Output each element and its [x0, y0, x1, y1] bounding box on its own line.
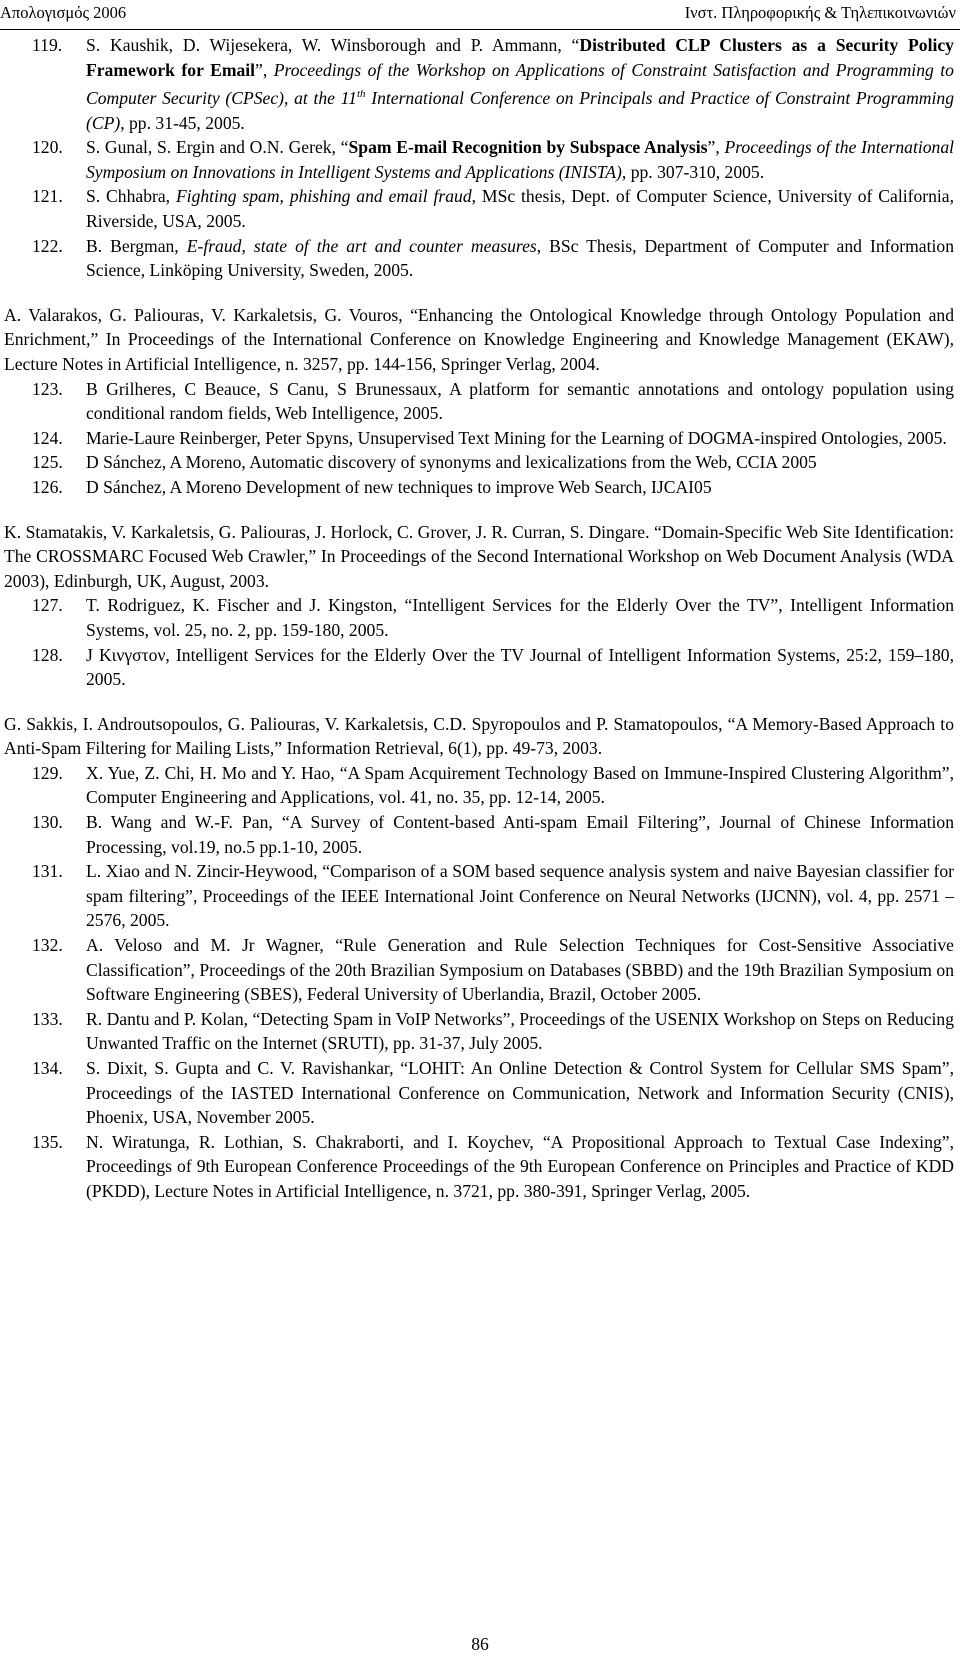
reference-text: N. Wiratunga, R. Lothian, S. Chakraborti, and I. Koychev, “A Propositional Approach to Textual Case Indexing”, Proceedings of 9th European Conference Proceedings of the 9th European Conference on Principles and Practice of KDD (PKDD), Lecture Notes in Artificial Intelligence, n. 3721, pp. 380-391, Springer Verlag, 2005. — [86, 1131, 954, 1201]
reference-number: 133. — [32, 1008, 63, 1029]
ref-rest: , BSc Thesis, Department of Computer and Information Science, Linköping University, Sweden, 2005. — [86, 235, 954, 281]
ref-authors: S. Gunal, S. Ergin and O.N. Gerek, “ — [86, 137, 349, 158]
reference-text — [86, 135, 954, 184]
ref-venue: Proceedings of the International Symposium on Innovations in Intelligent Systems and Applications (INISTA) — [86, 137, 954, 182]
reference-item — [4, 933, 954, 1007]
reference-text — [86, 234, 954, 283]
reference-number: 124. — [32, 427, 63, 448]
ref-pages: , pp. 307-310, 2005. — [621, 161, 765, 182]
reference-text: R. Dantu and P. Kolan, “Detecting Spam in VoIP Networks”, Proceedings of the USENIX Workshop on Steps on Reducing Unwanted Traffic on the Internet (SRUTI), pp. 31-37, July 2005. — [86, 1008, 954, 1054]
page-number: 86 — [471, 1634, 489, 1654]
ref-authors: S. Kaushik, D. Wijesekera, W. Winsborough and P. Ammann, “ — [86, 35, 580, 55]
reference-number: 129. — [32, 762, 63, 783]
reference-number: 126. — [32, 476, 63, 497]
reference-item — [4, 475, 954, 500]
reference-text — [86, 184, 954, 233]
reference-item — [4, 1130, 954, 1204]
reference-number: 122. — [32, 235, 63, 256]
reference-number: 130. — [32, 812, 63, 833]
reference-number: 123. — [32, 378, 63, 399]
references-body — [4, 33, 954, 1204]
reference-text: B. Wang and W.-F. Pan, “A Survey of Content-based Anti-spam Email Filtering”, Journal of Chinese Information Processing, vol.19, no.5 pp.1-10, 2005. — [86, 812, 954, 857]
reference-item — [4, 593, 954, 642]
ref-title: Spam E-mail Recognition by Subspace Analysis — [348, 137, 708, 158]
reference-number: 121. — [32, 186, 63, 207]
reference-number: 128. — [32, 644, 63, 665]
reference-item — [4, 426, 954, 451]
unnumbered-reference: G. Sakkis, I. Androutsopoulos, G. Paliouras, V. Karkaletsis, C.D. Spyropoulos and P. Stamatopoulos, “A Memory-Based Approach to Anti-Spam Filtering for Mailing Lists,” Information Retrieval, 6(1), pp. 49-73, 2003. — [4, 713, 954, 759]
ref-venue-cont: International Conference on Principals and Practice of Constraint Programming (CP) — [86, 88, 954, 133]
reference-group-d — [4, 761, 954, 1204]
reference-number: 127. — [32, 595, 63, 616]
reference-number: 125. — [32, 452, 63, 473]
reference-group-c — [4, 593, 954, 691]
reference-text: T. Rodriguez, K. Fischer and J. Kingston, “Intelligent Services for the Elderly Over the TV”, Intelligent Information Systems, vol. 25, no. 2, pp. 159-180, 2005. — [86, 595, 954, 640]
reference-number: 120. — [32, 137, 63, 158]
reference-item — [4, 643, 954, 692]
reference-text: J Κινγστον, Intelligent Services for the Elderly Over the TV Journal of Intelligent Information Systems, 25:2, 159–180, 2005. — [86, 644, 954, 690]
reference-number: 135. — [32, 1131, 63, 1152]
ref-pages: , pp. 31-45, 2005. — [120, 112, 245, 133]
ref-venue: Proceedings of the Workshop on Applications of Constraint Satisfaction and Programming to Computer Security (CPSec), at the 11 — [86, 59, 954, 109]
reference-item — [4, 184, 954, 233]
reference-number: 131. — [32, 861, 63, 882]
reference-item — [4, 761, 954, 810]
reference-item — [4, 1007, 954, 1056]
unnumbered-reference: A. Valarakos, G. Paliouras, V. Karkaletsis, G. Vouros, “Enhancing the Ontological Knowledge through Ontology Population and Enrichment,” In Proceedings of the International Conference on Knowledge Engineering and Knowledge Management (EKAW), Lecture Notes in Artificial Intelligence, n. 3257, pp. 144-156, Springer Verlag, 2004. — [4, 304, 954, 374]
reference-number: 119. — [32, 35, 63, 55]
reference-text: S. Dixit, S. Gupta and C. V. Ravishankar, “LOHIT: An Online Detection & Control System for Cellular SMS Spam”, Proceedings of the IASTED International Conference on Communication, Network and Information Security (CNIS), Phoenix, USA, November 2005. — [86, 1058, 954, 1128]
ref-authors: B. Bergman, — [86, 235, 187, 256]
reference-text: B Grilheres, C Beauce, S Canu, S Brunessaux, A platform for semantic annotations and ontology population using conditional random fields, Web Intelligence, 2005. — [86, 378, 954, 424]
reference-text: L. Xiao and N. Zincir-Heywood, “Comparison of a SOM based sequence analysis system and naive Bayesian classifier for spam filtering”, Proceedings of the IEEE International Joint Conference on Neural Networks (IJCNN), vol. 4, pp. 2571 – 2576, 2005. — [86, 861, 954, 931]
reference-item — [4, 33, 954, 135]
header-institute: Ινστ. Πληροφορικής & Τηλεπικοινωνιών — [684, 3, 956, 22]
ref-sep: ”, — [707, 137, 725, 158]
ref-sup: th — [356, 88, 366, 101]
reference-text — [86, 33, 954, 135]
ref-authors: S. Chhabra, — [86, 186, 176, 207]
reference-text: D Sánchez, A Moreno, Automatic discovery of synonyms and lexicalizations from the Web, CCIA 2005 — [86, 452, 817, 473]
header-title: Απολογισμός 2006 — [0, 3, 127, 22]
reference-number: 132. — [32, 935, 63, 956]
reference-item — [4, 810, 954, 859]
reference-item — [4, 450, 954, 475]
reference-text: D Sánchez, A Moreno Development of new techniques to improve Web Search, IJCAI05 — [86, 476, 712, 497]
reference-item — [4, 234, 954, 283]
ref-title: Fighting spam, phishing and email fraud — [175, 186, 472, 207]
ref-sep: ”, — [255, 59, 274, 80]
reference-item — [4, 1056, 954, 1130]
reference-text: A. Veloso and M. Jr Wagner, “Rule Generation and Rule Selection Techniques for Cost-Sensitive Associative Classification”, Proceedings of the 20th Brazilian Symposium on Databases (SBBD) and the 19th Brazilian Symposium on Software Engineering (SBES), Federal University of Uberlandia, Brazil, October 2005. — [86, 935, 954, 1005]
ref-title: E-fraud, state of the art and counter measures — [186, 235, 537, 256]
reference-text: Marie-Laure Reinberger, Peter Spyns, Unsupervised Text Mining for the Learning of DOGMA-inspired Ontologies, 2005. — [86, 427, 947, 448]
reference-item — [4, 859, 954, 933]
reference-number: 134. — [32, 1058, 63, 1079]
ref-rest: , MSc thesis, Dept. of Computer Science, University of California, Riverside, USA, 2005. — [86, 186, 954, 232]
unnumbered-reference: K. Stamatakis, V. Karkaletsis, G. Paliouras, J. Horlock, C. Grover, J. R. Curran, S. Dingare. “Domain-Specific Web Site Identification: The CROSSMARC Focused Web Crawler,” In Proceedings of the Second International Workshop on Web Document Analysis (WDA 2003), Edinburgh, UK, August, 2003. — [4, 521, 954, 591]
reference-item — [4, 377, 954, 426]
reference-group-a — [4, 33, 954, 283]
reference-text: X. Yue, Z. Chi, H. Mo and Y. Hao, “A Spam Acquirement Technology Based on Immune-Inspired Clustering Algorithm”, Computer Engineering and Applications, vol. 41, no. 35, pp. 12-14, 2005. — [86, 762, 954, 808]
reference-group-b — [4, 377, 954, 500]
ref-title: Distributed CLP Clusters as a Security Policy Framework for Email — [86, 35, 954, 80]
reference-item — [4, 135, 954, 184]
page-header — [0, 0, 960, 30]
